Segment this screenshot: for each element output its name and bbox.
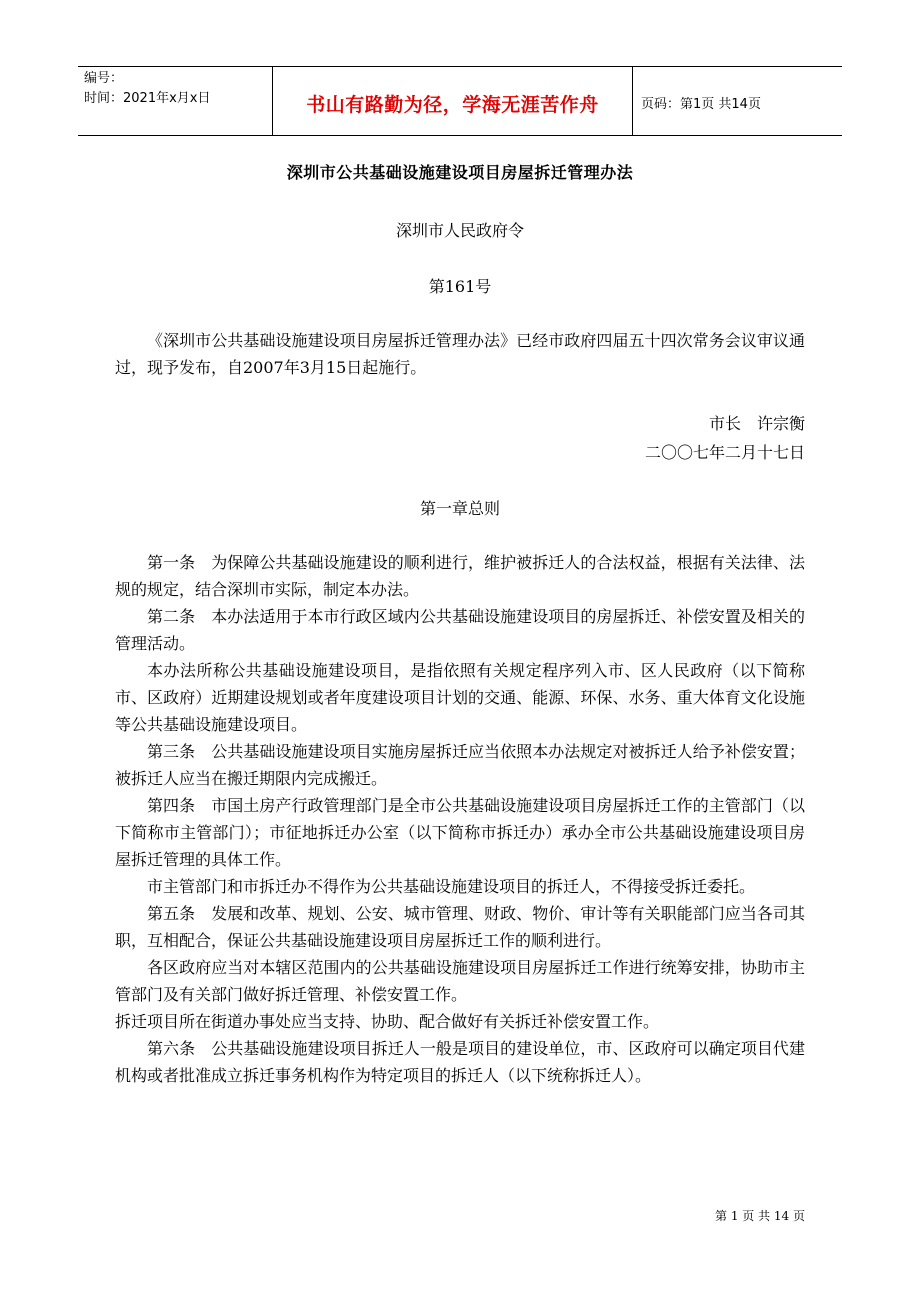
slogan: 书山有路勤为径，学海无涯苦作舟 bbox=[306, 94, 599, 116]
page-code: 页码：第1页 共14页 bbox=[641, 97, 761, 112]
number-label: 编号： bbox=[84, 71, 124, 86]
signer: 市长 许宗衡 bbox=[708, 414, 805, 433]
article-paragraph: 各区政府应当对本辖区范围内的公共基础设施建设项目房屋拆迁工作进行统筹安排，协助市主管部门及有关部门做好拆迁管理、补偿安置工作。 bbox=[115, 958, 805, 1004]
article-body bbox=[115, 549, 805, 1089]
article-paragraph: 市主管部门和市拆迁办不得作为公共基础设施建设项目的拆迁人，不得接受拆迁委托。 bbox=[147, 877, 756, 896]
article-paragraph: 第三条 公共基础设施建设项目实施房屋拆迁应当依照本办法规定对被拆迁人给予补偿安置；被拆迁人应当在搬迁期限内完成搬迁。 bbox=[115, 742, 805, 788]
page-footer: 第 1 页 共 14 页 bbox=[715, 1209, 805, 1223]
article-paragraph: 第二条 本办法适用于本市行政区域内公共基础设施建设项目的房屋拆迁、补偿安置及相关的管理活动。 bbox=[115, 607, 805, 653]
article-paragraph: 本办法所称公共基础设施建设项目，是指依照有关规定程序列入市、区人民政府（以下简称市、区政府）近期建设规划或者年度建设项目计划的交通、能源、环保、水务、重大体育文化设施等公共基础设施建设项目。 bbox=[115, 661, 805, 734]
article-paragraph: 拆迁项目所在街道办事处应当支持、协助、配合做好有关拆迁补偿安置工作。 bbox=[115, 1012, 660, 1031]
page-header bbox=[78, 66, 842, 136]
preamble-block bbox=[115, 327, 805, 381]
chapter-heading: 第一章总则 bbox=[419, 499, 500, 518]
issuer: 深圳市人民政府令 bbox=[395, 221, 524, 240]
sign-date: 二〇〇七年二月十七日 bbox=[644, 443, 805, 462]
header-slogan-cell bbox=[272, 67, 633, 135]
article-paragraph: 第一条 为保障公共基础设施建设的顺利进行，维护被拆迁人的合法权益，根据有关法律、法规的规定，结合深圳市实际，制定本办法。 bbox=[115, 553, 805, 599]
order-number: 第161号 bbox=[428, 277, 492, 296]
header-info-cell bbox=[78, 67, 272, 135]
header-page-cell bbox=[633, 67, 842, 135]
preamble: 《深圳市公共基础设施建设项目房屋拆迁管理办法》已经市政府四届五十四次常务会议审议通过，现予发布，自2007年3月15日起施行。 bbox=[115, 331, 805, 377]
time-label: 时间：2021年x月x日 bbox=[84, 91, 211, 106]
article-paragraph: 第五条 发展和改革、规划、公安、城市管理、财政、物价、审计等有关职能部门应当各司其职，互相配合，保证公共基础设施建设项目房屋拆迁工作的顺利进行。 bbox=[115, 904, 805, 950]
article-paragraph: 第四条 市国土房产行政管理部门是全市公共基础设施建设项目房屋拆迁工作的主管部门（以下简称市主管部门）；市征地拆迁办公室（以下简称市拆迁办）承办全市公共基础设施建设项目房屋拆迁管理的具体工作。 bbox=[115, 796, 805, 869]
document-title: 深圳市公共基础设施建设项目房屋拆迁管理办法 bbox=[286, 163, 634, 182]
article-paragraph: 第六条 公共基础设施建设项目拆迁人一般是项目的建设单位，市、区政府可以确定项目代建机构或者批准成立拆迁事务机构作为特定项目的拆迁人（以下统称拆迁人）。 bbox=[115, 1039, 805, 1085]
